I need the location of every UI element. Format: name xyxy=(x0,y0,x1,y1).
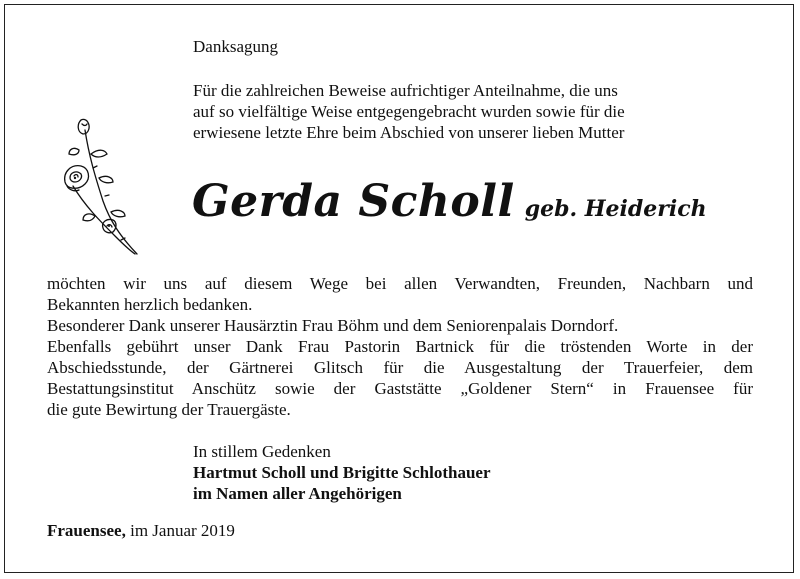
body-line: die gute Bewirtung der Trauergäste. xyxy=(47,400,291,419)
signers: Hartmut Scholl und Brigitte Schlothauer xyxy=(193,463,491,482)
rose-icon xyxy=(55,116,145,256)
closing-remembrance: In stillem Gedenken xyxy=(193,442,331,461)
deceased-name-block xyxy=(192,176,707,226)
body-paragraph xyxy=(47,273,753,420)
closing-signature xyxy=(193,441,491,504)
place: Frauensee, xyxy=(47,521,126,540)
deceased-name: Gerda Scholl xyxy=(192,176,515,227)
intro-line: erwiesene letzte Ehre beim Abschied von unserer lieben Mutter xyxy=(193,123,625,142)
notice-heading: Danksagung xyxy=(193,37,278,56)
intro-paragraph xyxy=(193,80,625,143)
body-line: Ebenfalls gebührt unser Dank Frau Pastorin Bartnick für die tröstenden Worte in der xyxy=(47,337,753,356)
signers-relatives: im Namen aller Angehörigen xyxy=(193,484,402,503)
deceased-birth-name: geb. Heiderich xyxy=(524,196,707,222)
intro-line: auf so vielfältige Weise entgegengebracht wurden sowie für die xyxy=(193,102,625,121)
date: im Januar 2019 xyxy=(125,521,235,540)
body-line: möchten wir uns auf diesem Wege bei allen Verwandten, Freunden, Nachbarn und xyxy=(47,274,753,293)
body-line: Abschiedsstunde, der Gärtnerei Glitsch für die Ausgestaltung der Trauerfeier, dem xyxy=(47,358,753,377)
body-line: Bestattungsinstitut Anschütz sowie der Gaststätte „Goldener Stern“ in Frauensee für xyxy=(47,379,753,398)
body-line: Besonderer Dank unserer Hausärztin Frau Böhm und dem Seniorenpalais Dorndorf. xyxy=(47,316,619,335)
body-line: Bekannten herzlich bedanken. xyxy=(47,295,253,314)
place-date xyxy=(47,520,235,541)
intro-line: Für die zahlreichen Beweise aufrichtiger Anteilnahme, die uns xyxy=(193,81,618,100)
